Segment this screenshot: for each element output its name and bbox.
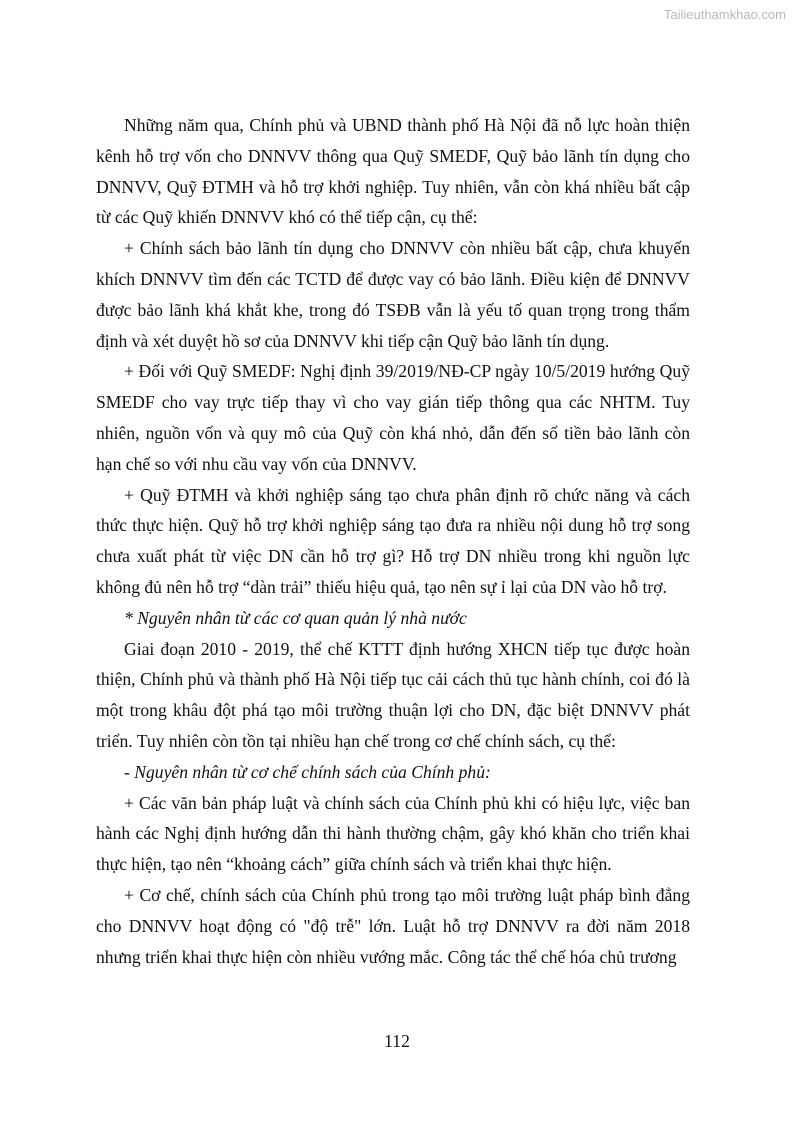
- paragraph-policy-delay: + Cơ chế, chính sách của Chính phủ trong tạo môi trường luật pháp bình đẳng cho DNNVV hoạt động có "độ trễ" lớn. Luật hỗ trợ DNNVV ra đời năm 2018 nhưng triển khai thực hiện còn nhiều vướng mắc. Công tác thể chế hóa chủ trương: [96, 884, 690, 967]
- section-heading-state-agencies: * Nguyên nhân từ các cơ quan quản lý nhà nước: [124, 607, 467, 628]
- subheading-government-policy: - Nguyên nhân từ cơ chế chính sách của Chính phủ:: [124, 761, 491, 782]
- page-number: 112: [384, 1031, 410, 1051]
- paragraph-dtmh: + Quỹ ĐTMH và khởi nghiệp sáng tạo chưa phân định rõ chức năng và cách thức thực hiện. Quỹ hỗ trợ khởi nghiệp sáng tạo đưa ra nhiều nội dung hỗ trợ song chưa xuất phát từ việc DN cần hỗ trợ gì? Hỗ trợ DN nhiều trong khi nguồn lực không đủ nên hỗ trợ “dàn trải” thiếu hiệu quả, tạo nên sự ỉ lại của DN vào hỗ trợ.: [96, 484, 690, 597]
- paragraph-period-2010-2019: Giai đoạn 2010 - 2019, thể chế KTTT định hướng XHCN tiếp tục được hoàn thiện, Chính phủ và thành phố Hà Nội tiếp tục cải cách thủ tục hành chính, coi đó là một trong khâu đột phá tạo môi trường thuận lợi cho DN, đặc biệt DNNVV phát triển. Tuy nhiên còn tồn tại nhiều hạn chế trong cơ chế chính sách, cụ thể:: [96, 638, 690, 751]
- watermark-text: Tailieuthamkhao.com: [663, 7, 786, 22]
- paragraph-legal-documents: + Các văn bản pháp luật và chính sách của Chính phủ khi có hiệu lực, việc ban hành các Nghị định hướng dẫn thi hành thường chậm, gây khó khăn cho triển khai thực hiện, tạo nên “khoảng cách” giữa chính sách và triển khai thực hiện.: [96, 792, 690, 875]
- document-body: [96, 110, 690, 972]
- paragraph-intro: Những năm qua, Chính phủ và UBND thành phố Hà Nội đã nỗ lực hoàn thiện kênh hỗ trợ vốn cho DNNVV thông qua Quỹ SMEDF, Quỹ bảo lãnh tín dụng cho DNNVV, Quỹ ĐTMH và hỗ trợ khởi nghiệp. Tuy nhiên, vẫn còn khá nhiều bất cập từ các Quỹ khiến DNNVV khó có thể tiếp cận, cụ thể:: [96, 115, 690, 228]
- paragraph-smedf: + Đối với Quỹ SMEDF: Nghị định 39/2019/NĐ-CP ngày 10/5/2019 hướng Quỹ SMEDF cho vay trực tiếp thay vì cho vay gián tiếp thông qua các NHTM. Tuy nhiên, nguồn vốn và quy mô của Quỹ còn khá nhỏ, dẫn đến số tiền bảo lãnh còn hạn chế so với nhu cầu vay vốn của DNNVV.: [96, 361, 690, 474]
- paragraph-credit-guarantee: + Chính sách bảo lãnh tín dụng cho DNNVV còn nhiều bất cập, chưa khuyến khích DNNVV tìm đến các TCTD để được vay có bảo lãnh. Điều kiện để DNNVV được bảo lãnh khá khắt khe, trong đó TSĐB vẫn là yếu tố quan trọng trong thẩm định và xét duyệt hồ sơ của DNNVV khi tiếp cận Quỹ bảo lãnh tín dụng.: [96, 238, 690, 351]
